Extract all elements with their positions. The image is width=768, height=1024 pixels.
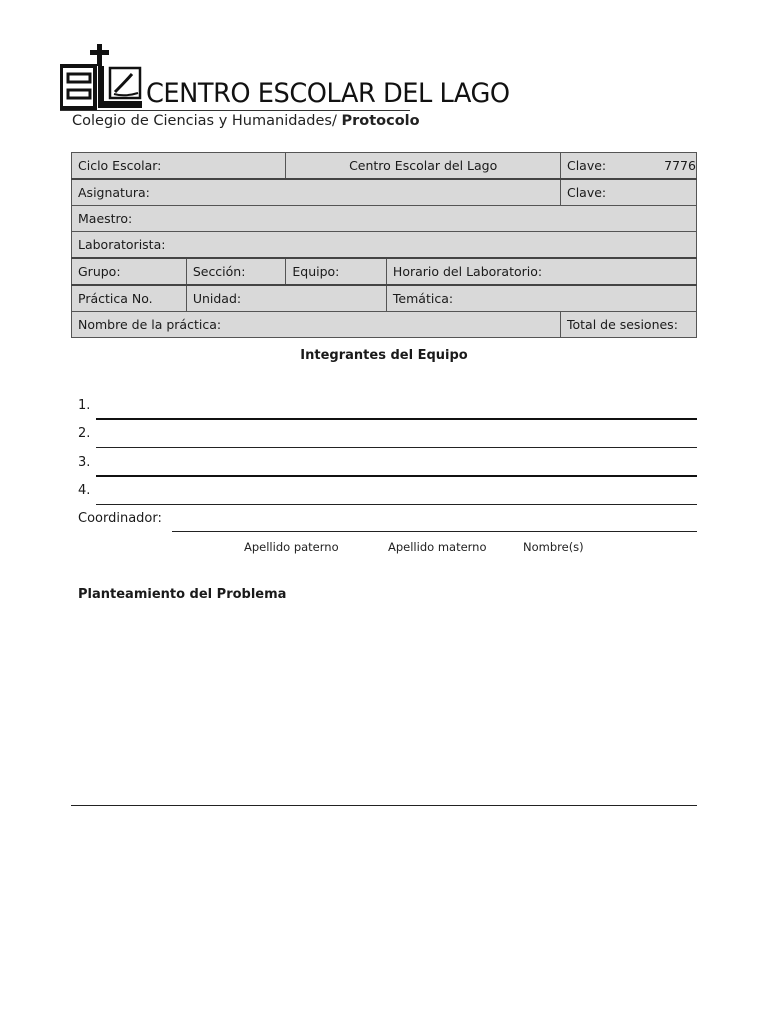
info-table	[71, 152, 697, 338]
clave-label: Clave:	[566, 158, 607, 173]
member-number: 4.	[78, 483, 91, 498]
unidad-field[interactable]: Unidad:	[186, 285, 386, 312]
asignatura-clave-field[interactable]: Clave:	[560, 179, 696, 206]
grupo-field[interactable]: Grupo:	[72, 258, 187, 285]
member-2-line[interactable]	[96, 447, 697, 448]
practica-no-field[interactable]: Práctica No.	[72, 285, 187, 312]
laboratorista-field[interactable]: Laboratorista:	[72, 232, 697, 259]
page-subtitle	[72, 113, 420, 129]
tematica-field[interactable]: Temática:	[386, 285, 696, 312]
caption-nombres: Nombre(s)	[523, 540, 584, 554]
coordinator-line[interactable]	[172, 531, 697, 532]
ciclo-escolar-field[interactable]: Ciclo Escolar:	[72, 153, 286, 180]
member-3-line[interactable]	[96, 475, 697, 477]
table-row	[72, 179, 697, 206]
table-row	[72, 285, 697, 312]
caption-apellido-paterno: Apellido paterno	[244, 540, 339, 554]
nombre-practica-field[interactable]: Nombre de la práctica:	[72, 312, 561, 338]
problem-title: Planteamiento del Problema	[78, 587, 287, 602]
table-row	[72, 206, 697, 232]
brand-divider	[60, 110, 410, 111]
subtitle-bold: Protocolo	[341, 113, 420, 129]
member-1-line[interactable]	[96, 418, 697, 420]
table-row	[72, 232, 697, 259]
seccion-field[interactable]: Sección:	[186, 258, 286, 285]
maestro-field[interactable]: Maestro:	[72, 206, 697, 232]
clave-cell	[560, 153, 696, 180]
caption-apellido-materno: Apellido materno	[388, 540, 487, 554]
school-name-cell: Centro Escolar del Lago	[286, 153, 561, 180]
coordinator-label: Coordinador:	[78, 511, 162, 526]
problem-bottom-rule	[71, 805, 697, 806]
clave-value: 7776	[664, 158, 696, 173]
table-row	[72, 258, 697, 285]
brand-name: CENTRO ESCOLAR DEL LAGO	[146, 78, 510, 109]
total-sesiones-field[interactable]: Total de sesiones:	[560, 312, 696, 338]
equipo-field[interactable]: Equipo:	[286, 258, 387, 285]
horario-field[interactable]: Horario del Laboratorio:	[386, 258, 696, 285]
table-row	[72, 312, 697, 338]
subtitle-prefix: Colegio de Ciencias y Humanidades/	[72, 113, 342, 129]
school-logo	[60, 44, 144, 112]
asignatura-field[interactable]: Asignatura:	[72, 179, 561, 206]
team-title: Integrantes del Equipo	[300, 348, 468, 363]
member-4-line[interactable]	[96, 504, 697, 505]
member-number: 1.	[78, 398, 91, 413]
table-row	[72, 153, 697, 180]
member-number: 3.	[78, 455, 91, 470]
member-number: 2.	[78, 426, 91, 441]
